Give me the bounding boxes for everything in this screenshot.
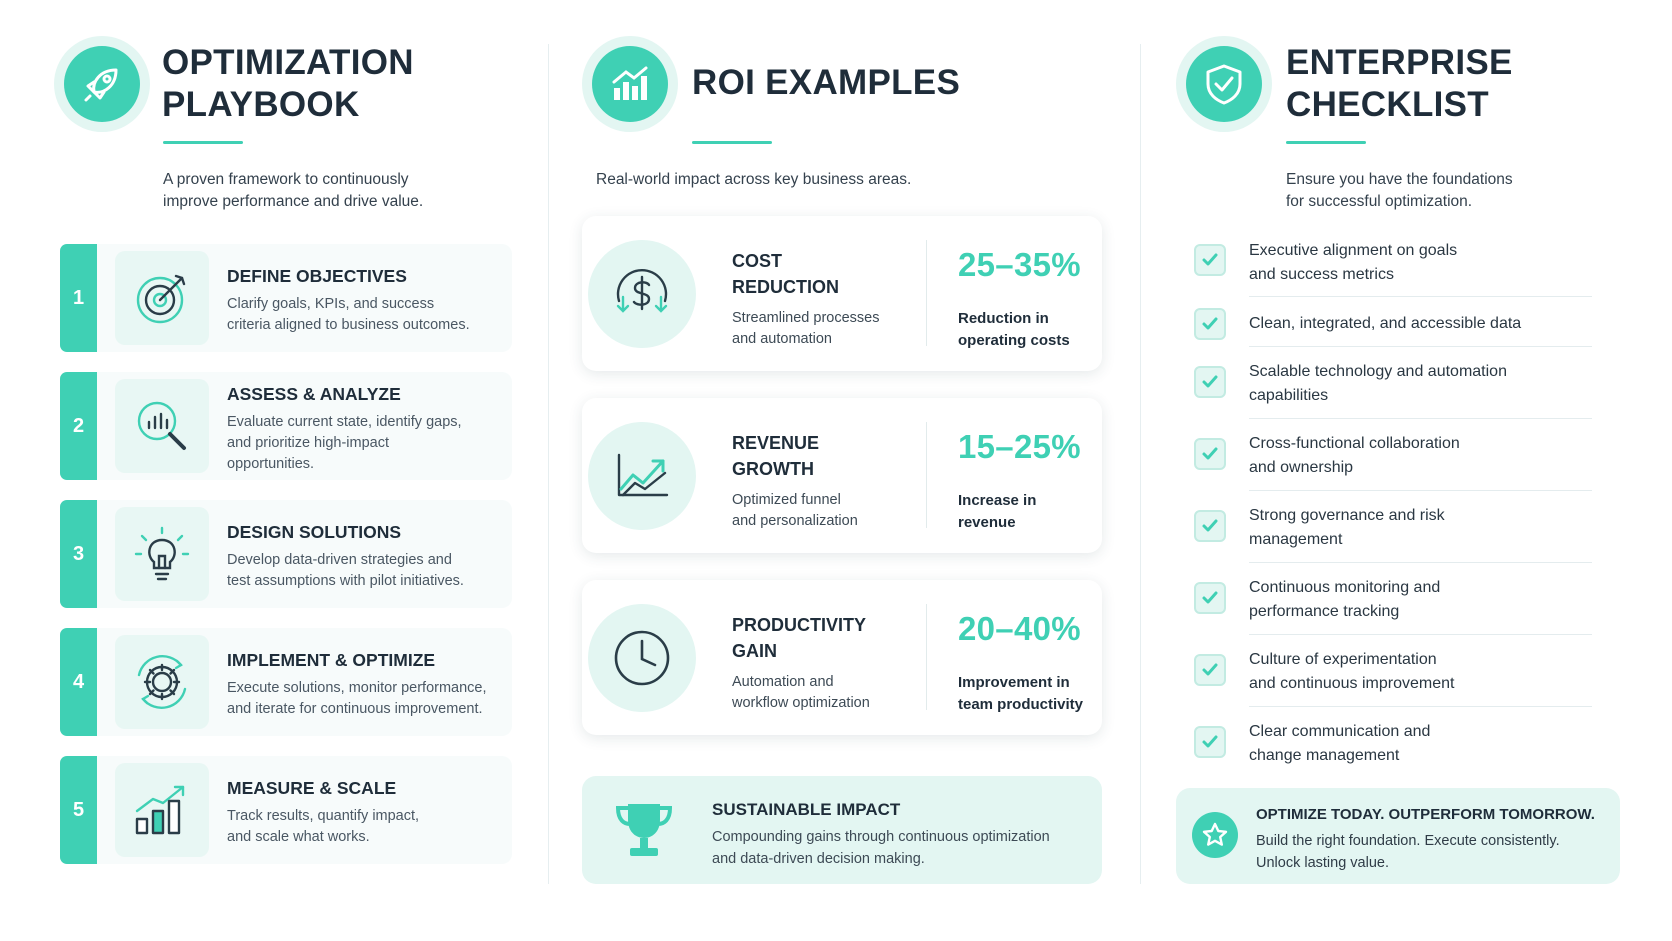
step-number: 2 [60, 372, 97, 480]
step-description: Develop data-driven strategies and test assumptions with pilot initiatives. [227, 552, 464, 589]
checkmark-icon [1200, 516, 1220, 536]
step-number: 1 [60, 244, 97, 352]
rocket-icon [80, 62, 124, 106]
step-title: IMPLEMENT & OPTIMIZE [227, 650, 436, 670]
checkmark-icon [1200, 372, 1220, 392]
step-5 [60, 756, 512, 864]
gear-icon [131, 651, 193, 713]
roi-card-title: COST REDUCTION [732, 251, 839, 297]
checkmark-icon [1200, 314, 1220, 334]
clock-icon [609, 625, 675, 691]
column-divider-right [1140, 44, 1141, 884]
bar-chart-up-icon [131, 779, 193, 841]
roi-card-revenue-growth [582, 398, 1102, 553]
column-divider-left [548, 44, 549, 884]
sustainable-impact-title: SUSTAINABLE IMPACT [712, 800, 901, 819]
roi-card-value-label: Improvement in team productivity [958, 674, 1084, 713]
step-title: DESIGN SOLUTIONS [227, 522, 402, 542]
checklist-badge [1176, 36, 1272, 132]
step-number: 5 [60, 756, 97, 864]
roi-card-value-label: Increase in revenue [958, 492, 1037, 531]
roi-card-productivity-gain [582, 580, 1102, 735]
playbook-subtitle: A proven framework to continuously improve performance and drive value. [163, 171, 424, 210]
roi-card-value: 20–40% [958, 610, 1081, 647]
roi-card-cost-reduction [582, 216, 1102, 371]
trend-up-icon [609, 443, 675, 509]
step-description: Execute solutions, monitor performance, and iterate for continuous improvement. [227, 680, 487, 717]
step-title: ASSESS & ANALYZE [227, 384, 401, 404]
star-icon [1201, 821, 1229, 849]
sustainable-impact-banner [582, 776, 1102, 884]
checkmark-icon [1200, 660, 1220, 680]
step-3 [60, 500, 512, 608]
step-description: Track results, quantify impact, and scale what works. [227, 808, 420, 845]
step-number: 4 [60, 628, 97, 736]
roi-card-description: Streamlined processes and automation [732, 310, 880, 347]
checklist-title: ENTERPRISE CHECKLIST [1286, 43, 1513, 124]
checklist-subtitle: Ensure you have the foundations for successful optimization. [1286, 171, 1513, 210]
roi-card-value-label: Reduction in operating costs [958, 310, 1070, 349]
trophy-icon [612, 798, 676, 862]
step-description: Clarify goals, KPIs, and success criteria aligned to business outcomes. [227, 296, 470, 333]
playbook-underline [163, 141, 243, 144]
checklist-underline [1286, 141, 1366, 144]
playbook-badge [54, 36, 150, 132]
checkmark-icon [1200, 444, 1220, 464]
cta-description: Build the right foundation. Execute consistently. Unlock lasting value. [1256, 833, 1560, 871]
roi-card-description: Automation and workflow optimization [732, 674, 870, 711]
step-2 [60, 372, 512, 480]
checkmark-icon [1200, 732, 1220, 752]
step-1 [60, 244, 512, 352]
roi-subtitle: Real-world impact across key business areas. [596, 171, 912, 188]
dollar-icon [609, 261, 675, 327]
checkmark-icon [1200, 250, 1220, 270]
roi-card-title: PRODUCTIVITY GAIN [732, 615, 867, 661]
step-number: 3 [60, 500, 97, 608]
roi-card-value: 25–35% [958, 246, 1081, 283]
step-4 [60, 628, 512, 736]
lightbulb-icon [132, 524, 192, 584]
checkmark-icon [1200, 588, 1220, 608]
cta-title: OPTIMIZE TODAY. OUTPERFORM TOMORROW. [1256, 806, 1595, 823]
roi-underline [692, 141, 772, 144]
roi-card-title: REVENUE GROWTH [732, 433, 820, 479]
chart-growth-icon [608, 62, 652, 106]
playbook-title: OPTIMIZATION PLAYBOOK [162, 43, 414, 124]
cta-banner [1176, 788, 1620, 884]
step-title: DEFINE OBJECTIVES [227, 266, 407, 286]
target-icon [132, 268, 192, 328]
sustainable-impact-description: Compounding gains through continuous optimization and data-driven decision making. [712, 829, 1050, 867]
step-description: Evaluate current state, identify gaps, and prioritize high-impact opportunities. [227, 414, 462, 472]
step-title: MEASURE & SCALE [227, 778, 397, 798]
roi-badge [582, 36, 678, 132]
roi-title: ROI EXAMPLES [692, 63, 961, 102]
magnifier-chart-icon [132, 396, 192, 456]
roi-card-value: 15–25% [958, 428, 1081, 465]
roi-card-description: Optimized funnel and personalization [732, 492, 858, 529]
shield-check-icon [1202, 62, 1246, 106]
